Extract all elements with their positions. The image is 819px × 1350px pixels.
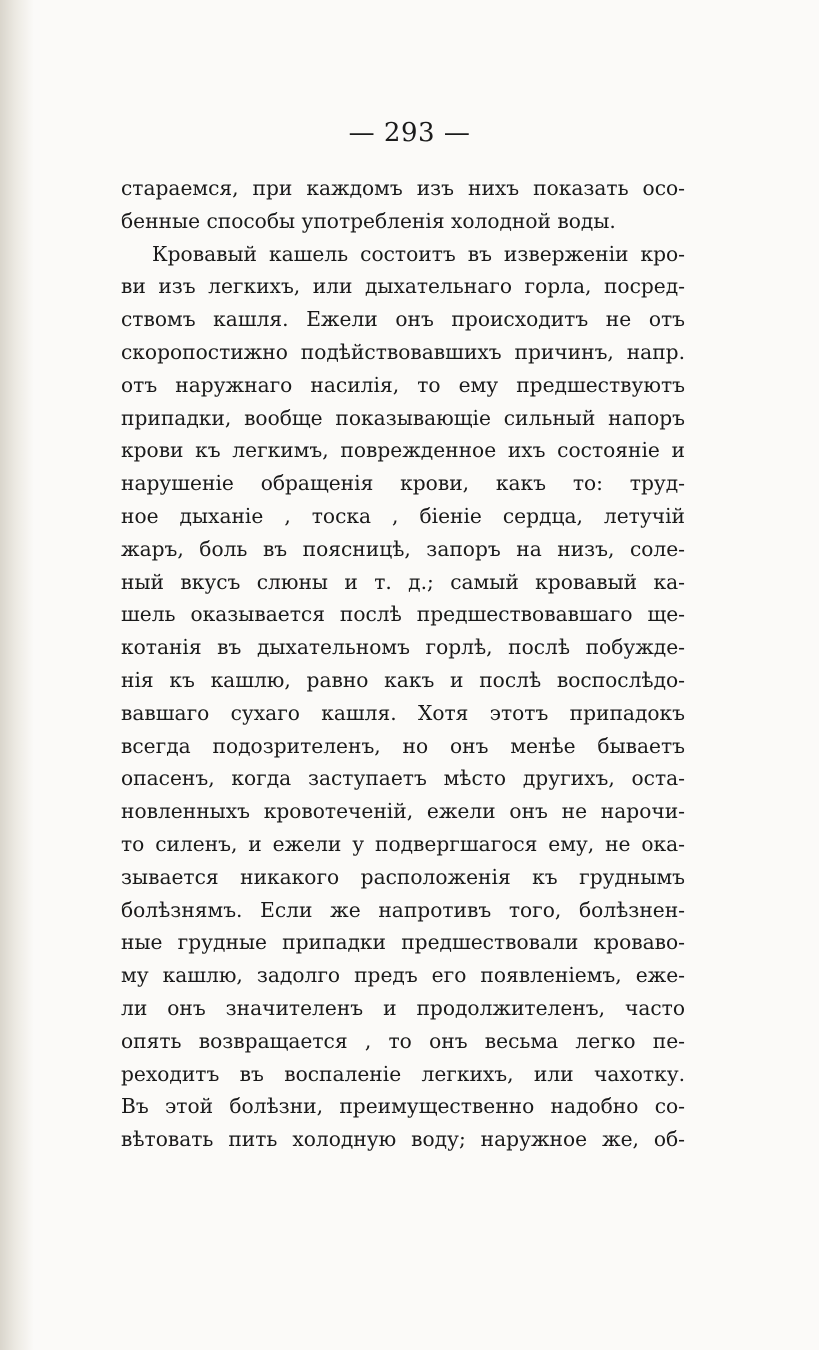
- text-line: отъ наружнаго насилія, то ему предшествуютъ: [121, 372, 685, 397]
- text-line: всегда подозрителенъ, но онъ менѣе бываетъ: [121, 733, 685, 758]
- text-line: котанія въ дыхательномъ горлѣ, послѣ побужде-: [121, 635, 685, 660]
- text-line: опасенъ, когда заступаетъ мѣсто другихъ, оста-: [121, 766, 685, 791]
- text-line: то силенъ, и ежели у подвергшагося ему, не ока-: [121, 831, 685, 856]
- text-line: му кашлю, задолго предъ его появленіемъ, ежe-: [121, 963, 685, 988]
- text-line: Кровавый кашель состоитъ въ изверженіи кро-: [152, 241, 685, 266]
- text-line: болѣзнямъ. Если же напротивъ того, болѣзнен-: [121, 897, 685, 922]
- text-line: ные грудные припадки предшествовали кроваво-: [121, 930, 685, 955]
- text-line: зывается никакого расположенія къ груднымъ: [121, 864, 685, 889]
- text-line: вѣтовать пить холодную воду; наружное же, об-: [121, 1127, 685, 1152]
- text-line: скоропостижно подѣйствовавшихъ причинъ, напр.: [121, 339, 685, 364]
- text-line: опять возвращается , то онъ весьма легко пе-: [121, 1028, 685, 1053]
- page-number: — 293 —: [348, 118, 471, 148]
- text-line: ный вкусъ слюны и т. д.; самый кровавый ка-: [121, 569, 685, 594]
- text-line: бенные способы употребленія холодной воды.: [121, 208, 616, 233]
- text-line: ное дыханіе , тоска , біеніе сердца, летучій: [121, 503, 685, 528]
- binding-shadow: [0, 0, 34, 1350]
- body-text: [121, 172, 685, 1156]
- text-line: нарушеніе обращенія крови, какъ то: труд-: [121, 471, 685, 496]
- text-line: нія къ кашлю, равно какъ и послѣ воспослѣдо-: [121, 667, 685, 692]
- text-line: ли онъ значителенъ и продолжителенъ, часто: [121, 995, 685, 1020]
- text-line: шель оказывается послѣ предшествовавшаго ще-: [121, 602, 685, 627]
- text-line: ствомъ кашля. Ежели онъ происходитъ не отъ: [121, 307, 685, 332]
- text-line: стараемся, при каждомъ изъ нихъ показать осо-: [121, 176, 685, 200]
- text-line: жаръ, боль въ поясницѣ, запоръ на низъ, соле-: [121, 536, 685, 561]
- text-line: вавшаго сухаго кашля. Хотя этотъ припадокъ: [121, 700, 685, 725]
- text-line: ви изъ легкихъ, или дыхательнаго горла, посред-: [121, 274, 685, 299]
- text-line: крови къ легкимъ, поврежденное ихъ состояніе и: [121, 438, 685, 463]
- text-line: реходитъ въ воспаленіе легкихъ, или чахотку.: [121, 1061, 685, 1086]
- text-line: припадки, вообще показывающіе сильный напоръ: [121, 405, 685, 430]
- text-line: Въ этой болѣзни, преимущественно надобно со-: [121, 1094, 685, 1119]
- text-line: новленныхъ кровотеченій, ежели онъ не нарочи-: [121, 799, 685, 824]
